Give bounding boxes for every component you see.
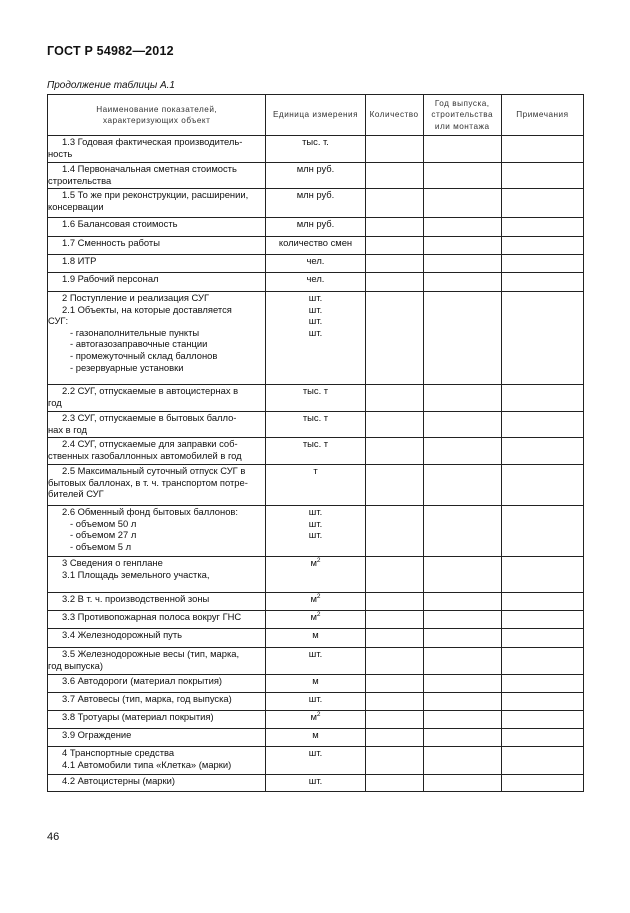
unit-value: $м^2$ (310, 556, 321, 568)
document-header: ГОСТ Р 54982—2012 (47, 44, 174, 58)
unit-value: шт. (308, 529, 323, 541)
notes-cell (501, 385, 583, 412)
table-row (48, 292, 584, 385)
table-row (48, 189, 584, 218)
notes-cell (501, 611, 583, 629)
table-header-row (48, 95, 584, 136)
notes-cell (501, 465, 583, 506)
year-cell (423, 237, 501, 255)
table-row (48, 775, 584, 792)
unit-value: $м^2$ (310, 710, 321, 722)
indicator-name-line: - объемом 50 л (70, 517, 137, 529)
unit-value: $м^2$ (310, 610, 321, 622)
quantity-cell (365, 775, 423, 792)
notes-cell (501, 136, 583, 163)
indicator-name-line: 1.8 ИТР (62, 255, 97, 266)
table-body (48, 136, 584, 792)
year-cell (423, 693, 501, 711)
indicator-name-line: 2.6 Обменный фонд бытовых баллонов: (62, 506, 238, 517)
unit-value: шт. (308, 693, 323, 704)
quantity-cell (365, 711, 423, 729)
indicator-name-line: год выпуска) (48, 659, 104, 671)
indicator-name-line: 4.1 Автомобили типа «Клетка» (марки) (62, 758, 232, 770)
unit-cell (266, 629, 365, 648)
table-row (48, 593, 584, 611)
table-row (48, 693, 584, 711)
indicator-name-line: 2.1 Объекты, на которые доставляется (62, 303, 232, 315)
unit-value: млн руб. (296, 218, 335, 229)
indicator-name-cell (48, 729, 266, 747)
unit-cell (266, 385, 365, 412)
indicator-name-line: 3.9 Ограждение (62, 729, 132, 740)
table-row (48, 438, 584, 465)
indicator-name-cell (48, 611, 266, 629)
indicator-name-line: 2.2 СУГ, отпускаемые в автоцистернах в (62, 385, 239, 396)
year-cell (423, 465, 501, 506)
indicator-name-cell (48, 648, 266, 675)
unit-cell (266, 273, 365, 292)
quantity-cell (365, 693, 423, 711)
notes-cell (501, 506, 583, 557)
unit-cell (266, 693, 365, 711)
unit-cell (266, 711, 365, 729)
table-row (48, 729, 584, 747)
indicator-name-line: 2.3 СУГ, отпускаемые в бытовых балло- (62, 412, 237, 423)
indicator-name-cell (48, 593, 266, 611)
indicator-name-line: 1.9 Рабочий персонал (62, 273, 159, 284)
year-cell (423, 506, 501, 557)
unit-cell (266, 292, 365, 385)
table-row (48, 506, 584, 557)
unit-value: шт. (308, 775, 323, 786)
quantity-cell (365, 385, 423, 412)
indicator-name-cell (48, 255, 266, 273)
unit-cell (266, 218, 365, 237)
quantity-cell (365, 273, 423, 292)
year-cell (423, 711, 501, 729)
unit-value: тыс. т (302, 438, 329, 449)
indicator-name-line: год (48, 396, 62, 408)
year-cell (423, 136, 501, 163)
column-header-unit: Единица измерения (266, 95, 365, 136)
quantity-cell (365, 506, 423, 557)
notes-cell (501, 438, 583, 465)
indicator-name-line: ственных газобаллонных автомобилей в год (48, 449, 242, 461)
quantity-cell (365, 648, 423, 675)
indicator-name-cell (48, 189, 266, 218)
notes-cell (501, 593, 583, 611)
indicator-name-line: 2.4 СУГ, отпускаемые для заправки соб- (62, 438, 238, 449)
indicator-name-line: 2.5 Максимальный суточный отпуск СУГ в (62, 465, 246, 476)
unit-cell (266, 412, 365, 438)
indicator-name-line: - объемом 27 л (70, 529, 137, 541)
column-header-year: Год выпуска, строительства или монтажа (423, 95, 501, 136)
unit-cell (266, 729, 365, 747)
indicator-name-line: 3.3 Противопожарная полоса вокруг ГНС (62, 611, 242, 622)
indicator-name-cell (48, 506, 266, 557)
quantity-cell (365, 729, 423, 747)
year-cell (423, 273, 501, 292)
indicator-name-line: 1.7 Сменность работы (62, 237, 160, 248)
year-cell (423, 593, 501, 611)
unit-cell (266, 136, 365, 163)
notes-cell (501, 648, 583, 675)
unit-cell (266, 506, 365, 557)
notes-cell (501, 693, 583, 711)
indicator-name-line: 1.5 То же при реконструкции, расширении, (62, 189, 249, 200)
year-cell (423, 675, 501, 693)
indicator-name-line: строительства (48, 174, 112, 186)
unit-cell (266, 648, 365, 675)
table-row (48, 648, 584, 675)
unit-cell (266, 163, 365, 189)
unit-cell (266, 593, 365, 611)
specification-table (47, 94, 584, 792)
notes-cell (501, 412, 583, 438)
quantity-cell (365, 255, 423, 273)
indicator-name-cell (48, 747, 266, 775)
indicator-name-line: - объемом 5 л (70, 540, 132, 552)
quantity-cell (365, 438, 423, 465)
indicator-name-cell (48, 412, 266, 438)
year-cell (423, 189, 501, 218)
indicator-name-line: - газонаполнительные пункты (70, 326, 200, 338)
quantity-cell (365, 465, 423, 506)
table-row (48, 255, 584, 273)
notes-cell (501, 189, 583, 218)
unit-value: м (312, 729, 319, 740)
year-cell (423, 163, 501, 189)
table-row (48, 385, 584, 412)
year-cell (423, 255, 501, 273)
indicator-name-line: - резервуарные установки (70, 361, 184, 373)
notes-cell (501, 557, 583, 593)
indicator-name-cell (48, 438, 266, 465)
quantity-cell (365, 237, 423, 255)
indicator-name-cell (48, 465, 266, 506)
unit-value: т (313, 465, 318, 476)
indicator-name-cell (48, 273, 266, 292)
year-cell (423, 385, 501, 412)
page-number: 46 (47, 831, 60, 843)
quantity-cell (365, 412, 423, 438)
unit-value: млн руб. (296, 163, 335, 174)
unit-value: м (312, 675, 319, 686)
indicator-name-line: 1.3 Годовая фактическая производитель- (62, 136, 243, 147)
notes-cell (501, 775, 583, 792)
unit-cell (266, 557, 365, 593)
unit-cell (266, 189, 365, 218)
quantity-cell (365, 747, 423, 775)
indicator-name-line: 4 Транспортные средства (62, 747, 175, 758)
indicator-name-cell (48, 693, 266, 711)
unit-cell (266, 255, 365, 273)
unit-cell (266, 438, 365, 465)
notes-cell (501, 711, 583, 729)
indicator-name-line: 2 Поступление и реализация СУГ (62, 292, 210, 303)
table-row (48, 273, 584, 292)
table-row (48, 629, 584, 648)
table-row (48, 747, 584, 775)
column-header-name: Наименование показателей, характеризующих объект (48, 95, 266, 136)
quantity-cell (365, 629, 423, 648)
indicator-name-line: бытовых баллонах, в т. ч. транспортом потре- (48, 476, 248, 488)
unit-cell (266, 675, 365, 693)
indicator-name-line: 1.6 Балансовая стоимость (62, 218, 178, 229)
indicator-name-cell (48, 218, 266, 237)
unit-value: шт. (308, 747, 323, 758)
table-row (48, 412, 584, 438)
unit-value: количество смен (278, 237, 353, 248)
table-row (48, 711, 584, 729)
indicator-name-line: 3.8 Тротуары (материал покрытия) (62, 711, 214, 722)
table-row (48, 611, 584, 629)
unit-value: чел. (306, 273, 325, 284)
quantity-cell (365, 163, 423, 189)
year-cell (423, 557, 501, 593)
notes-cell (501, 218, 583, 237)
year-cell (423, 775, 501, 792)
notes-cell (501, 729, 583, 747)
indicator-name-cell (48, 237, 266, 255)
notes-cell (501, 255, 583, 273)
indicator-name-line: 3.1 Площадь земельного участка, (62, 568, 210, 580)
indicator-name-cell (48, 775, 266, 792)
year-cell (423, 412, 501, 438)
quantity-cell (365, 292, 423, 385)
unit-value: шт. (308, 506, 323, 517)
indicator-name-cell (48, 629, 266, 648)
indicator-name-line: ность (48, 147, 73, 159)
indicator-name-cell (48, 163, 266, 189)
indicator-name-cell (48, 292, 266, 385)
year-cell (423, 611, 501, 629)
year-cell (423, 292, 501, 385)
unit-value: шт. (308, 648, 323, 659)
indicator-name-line: 3.2 В т. ч. производственной зоны (62, 593, 210, 604)
unit-value: тыс. т. (302, 136, 329, 147)
table-row (48, 218, 584, 237)
column-header-quantity: Количество (365, 95, 423, 136)
unit-value: тыс. т (302, 385, 329, 396)
notes-cell (501, 675, 583, 693)
unit-cell (266, 747, 365, 775)
year-cell (423, 629, 501, 648)
unit-cell (266, 775, 365, 792)
quantity-cell (365, 675, 423, 693)
unit-value: тыс. т (302, 412, 329, 423)
year-cell (423, 438, 501, 465)
indicator-name-line: консервации (48, 200, 104, 212)
indicator-name-line: - промежуточный склад баллонов (70, 349, 218, 361)
unit-value: шт. (308, 517, 323, 529)
indicator-name-line: - автогазозаправочные станции (70, 338, 208, 350)
notes-cell (501, 747, 583, 775)
notes-cell (501, 237, 583, 255)
quantity-cell (365, 218, 423, 237)
unit-cell (266, 611, 365, 629)
quantity-cell (365, 593, 423, 611)
indicator-name-cell (48, 385, 266, 412)
table-row (48, 675, 584, 693)
year-cell (423, 218, 501, 237)
notes-cell (501, 629, 583, 648)
indicator-name-line: нах в год (48, 423, 87, 435)
year-cell (423, 648, 501, 675)
unit-value: млн руб. (296, 189, 335, 200)
indicator-name-line: 3 Сведения о генплане (62, 557, 163, 568)
notes-cell (501, 292, 583, 385)
table-row (48, 163, 584, 189)
table-row (48, 465, 584, 506)
year-cell (423, 729, 501, 747)
indicator-name-line: 3.4 Железнодорожный путь (62, 629, 183, 640)
table-caption: Продолжение таблицы А.1 (47, 80, 175, 91)
indicator-name-line: 3.6 Автодороги (материал покрытия) (62, 675, 223, 686)
indicator-name-line: 3.5 Железнодорожные весы (тип, марка, (62, 648, 240, 659)
indicator-name-line: СУГ: (48, 315, 69, 327)
unit-value: шт. (308, 292, 323, 303)
notes-cell (501, 273, 583, 292)
indicator-name-line: 4.2 Автоцистерны (марки) (62, 775, 175, 786)
table-row (48, 557, 584, 593)
column-header-notes: Примечания (501, 95, 583, 136)
indicator-name-cell (48, 136, 266, 163)
indicator-name-line: бителей СУГ (48, 488, 104, 500)
unit-value: чел. (306, 255, 325, 266)
quantity-cell (365, 189, 423, 218)
indicator-name-cell (48, 557, 266, 593)
indicator-name-cell (48, 711, 266, 729)
unit-value: шт. (308, 315, 323, 327)
unit-value: шт. (308, 326, 323, 338)
unit-value: $м^2$ (310, 592, 321, 604)
unit-cell (266, 237, 365, 255)
unit-value: шт. (308, 303, 323, 315)
table-row (48, 237, 584, 255)
indicator-name-cell (48, 675, 266, 693)
quantity-cell (365, 611, 423, 629)
unit-cell (266, 465, 365, 506)
indicator-name-line: 1.4 Первоначальная сметная стоимость (62, 163, 237, 174)
unit-value: м (312, 629, 319, 640)
quantity-cell (365, 136, 423, 163)
year-cell (423, 747, 501, 775)
table-row (48, 136, 584, 163)
indicator-name-line: 3.7 Автовесы (тип, марка, год выпуска) (62, 693, 232, 704)
quantity-cell (365, 557, 423, 593)
notes-cell (501, 163, 583, 189)
